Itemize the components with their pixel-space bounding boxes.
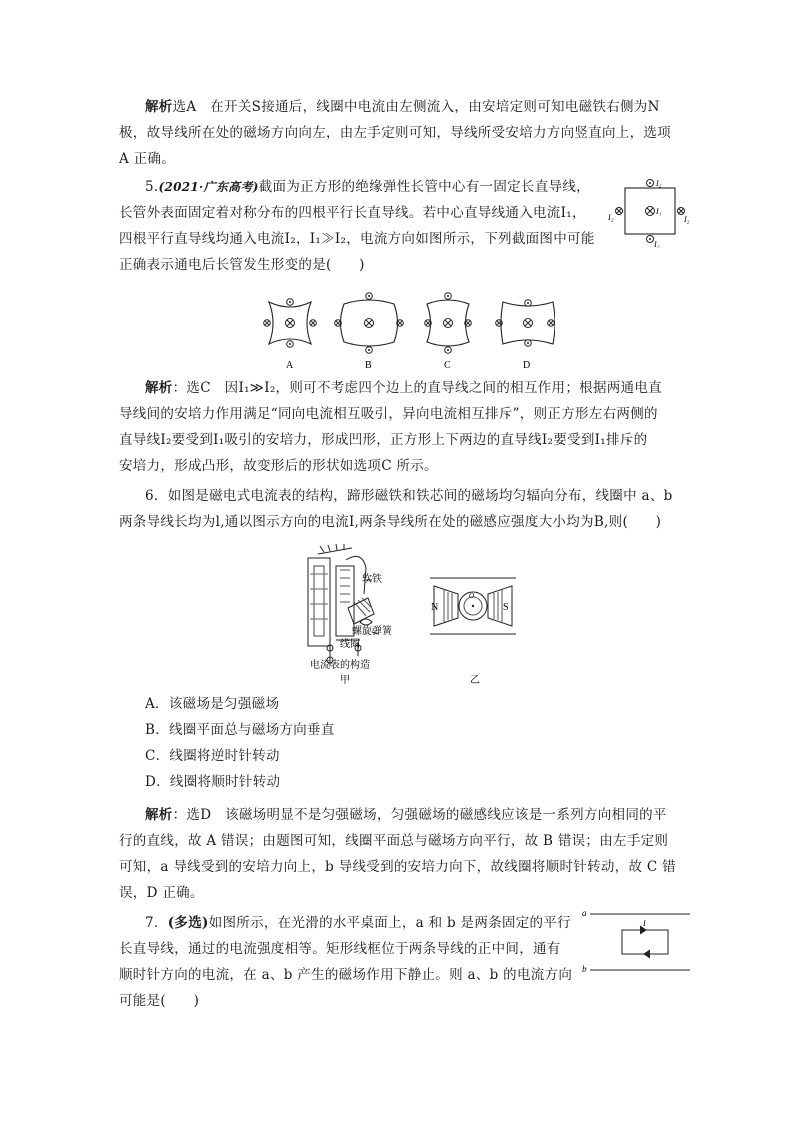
option-a-label: A: [286, 360, 294, 371]
q7-number: 7．: [145, 915, 168, 931]
analysis-label: 解析: [145, 99, 173, 115]
q5-analysis-cont: [119, 401, 658, 479]
q6-analysis: [145, 802, 667, 828]
q4-analysis: [145, 94, 660, 120]
q7-line3: 顺时针方向的电流，在 a、b 产生的磁场作用下静止。则 a、b 的电流方向: [119, 967, 573, 983]
q6-analysis-line4: 误，D 正确。: [119, 885, 204, 901]
q6-figure-yi: [430, 572, 526, 686]
q6-analysis-line2: 行的直线，故 A 错误；由题图可知，线圈平面总与磁场方向平行，故 B 错误；由左手定则: [119, 833, 669, 849]
q6-option-d: D．线圈将顺时针转动: [145, 774, 281, 790]
q7-figure: [580, 904, 694, 976]
fig-label-n: N: [431, 602, 439, 613]
q5-analysis-line1: ：选C 因I₁≫I₂，则可不考虑四个边上的直导线之间的相互作用；根据两通电直: [172, 380, 662, 396]
q4-analysis-line1: 选A 在开关S接通后，线圈中电流由左侧流入，由安培定则可知电磁铁右侧为N: [172, 99, 660, 115]
q5-line3: 四根平行直导线均通入电流I₂，I₁≫I₂，电流方向如图所示，下列截面图中可能: [119, 231, 595, 247]
option-d-shape: [496, 300, 555, 347]
q6-options: [145, 691, 335, 795]
fig-label-i2-right: I₂: [684, 215, 690, 224]
q5-source: (2021·广东高考): [158, 180, 259, 194]
fig-label-i2-left: I₂: [608, 213, 614, 222]
fig-label-a: a: [582, 908, 587, 918]
option-c-shape: [425, 293, 472, 354]
fig-label-i1: I₁: [656, 207, 662, 216]
q6-analysis-line3: 可知，a 导线受到的安培力向上，b 导线受到的安培力向下，故线圈将顺时针转动，故 C 错: [119, 859, 676, 875]
q6-stem-cont: [119, 509, 661, 535]
q7-line4: 可能是( ): [119, 993, 200, 1009]
q5-stem-cont: [119, 200, 595, 278]
q4-analysis-line3: A 正确。: [119, 151, 176, 167]
option-b-shape: [335, 293, 404, 354]
q5-options-figure: [255, 292, 555, 374]
fig-label-i2-top: I₂: [656, 179, 662, 188]
q6-figure-jia: [300, 544, 412, 686]
q5-analysis: [145, 375, 662, 401]
q7-stem: [145, 910, 571, 936]
q5-line2: 长管外表面固定着对称分布的四根平行长直导线。若中心直导线通入电流I₁，: [119, 205, 586, 221]
q6-number: 6．: [145, 488, 168, 504]
q5-line4: 正确表示通电后长管发生形变的是( ): [119, 257, 365, 273]
q6-analysis-line1: ：选D 该磁场明显不是匀强磁场，匀强磁场的磁感线应该是一系列方向相同的平: [172, 807, 667, 823]
fig-label-b: b: [582, 964, 587, 974]
q7-line1: 如图所示，在光滑的水平桌面上，a 和 b 是两条固定的平行: [208, 915, 571, 931]
q7-stem-cont: [119, 936, 572, 1014]
q7-tag: (多选): [167, 915, 209, 931]
option-a-shape: [264, 299, 317, 348]
q6-line2: 两条导线长均为l,通以图示方向的电流I,两条导线所在处的磁感应强度大小均为B,则( ): [119, 514, 662, 530]
option-c-label: C: [444, 360, 451, 371]
fig-caption: 电流表的构造: [310, 660, 370, 671]
q5-figure: [608, 176, 693, 248]
q5-analysis-line4: 安培力，形成凸形，故变形后的形状如选项C 所示。: [119, 458, 438, 474]
q6-option-c: C．线圈将逆时针转动: [145, 748, 280, 764]
analysis-label: 解析: [145, 380, 173, 396]
fig-label-soft-iron: 软铁: [362, 574, 382, 585]
q7-line2: 长直导线，通过的电流强度相等。矩形线框位于两条导线的正中间，通有: [119, 941, 561, 957]
q5-line1: 截面为正方形的绝缘弹性长管中心有一固定长直导线，: [258, 179, 590, 195]
q6-stem: [145, 483, 673, 509]
option-d-label: D: [523, 360, 531, 371]
q5-analysis-line2: 导线间的安培力作用满足“同向电流相互吸引，异向电流相互排斥”，则正方形左右两侧的: [119, 406, 658, 422]
fig-label-s: S: [503, 602, 509, 613]
q6-option-a: A．该磁场是匀强磁场: [145, 696, 280, 712]
q5-analysis-line3: 直导线I₂要受到I₁吸引的安培力，形成凹形，正方形上下两边的直导线I₂要受到I₁排斥的: [119, 432, 648, 448]
q5-number: 5.: [145, 179, 159, 195]
fig-label-i2-bottom: I₂: [654, 240, 660, 248]
fig-label-o: O: [469, 592, 475, 600]
q4-analysis-cont: [119, 120, 671, 172]
fig-label-yi: 乙: [470, 675, 480, 686]
q6-line1: 如图是磁电式电流表的结构，蹄形磁铁和铁芯间的磁场均匀辐向分布，线圈中 a、b: [167, 488, 673, 504]
q6-analysis-cont: [119, 828, 676, 906]
fig-label-jia: 甲: [340, 675, 350, 686]
fig-label-spring: 螺旋弹簧: [352, 626, 392, 637]
fig-label-i: I: [643, 919, 646, 928]
option-b-label: B: [365, 360, 372, 371]
q6-option-b: B．线圈平面总与磁场方向垂直: [145, 722, 335, 738]
analysis-label: 解析: [145, 807, 173, 823]
fig-label-coil: 线圈: [340, 639, 360, 650]
q4-analysis-line2: 极，故导线所在处的磁场方向向左，由左手定则可知，导线所受安培力方向竖直向上，选项: [119, 125, 671, 141]
q5-stem: [145, 174, 590, 200]
